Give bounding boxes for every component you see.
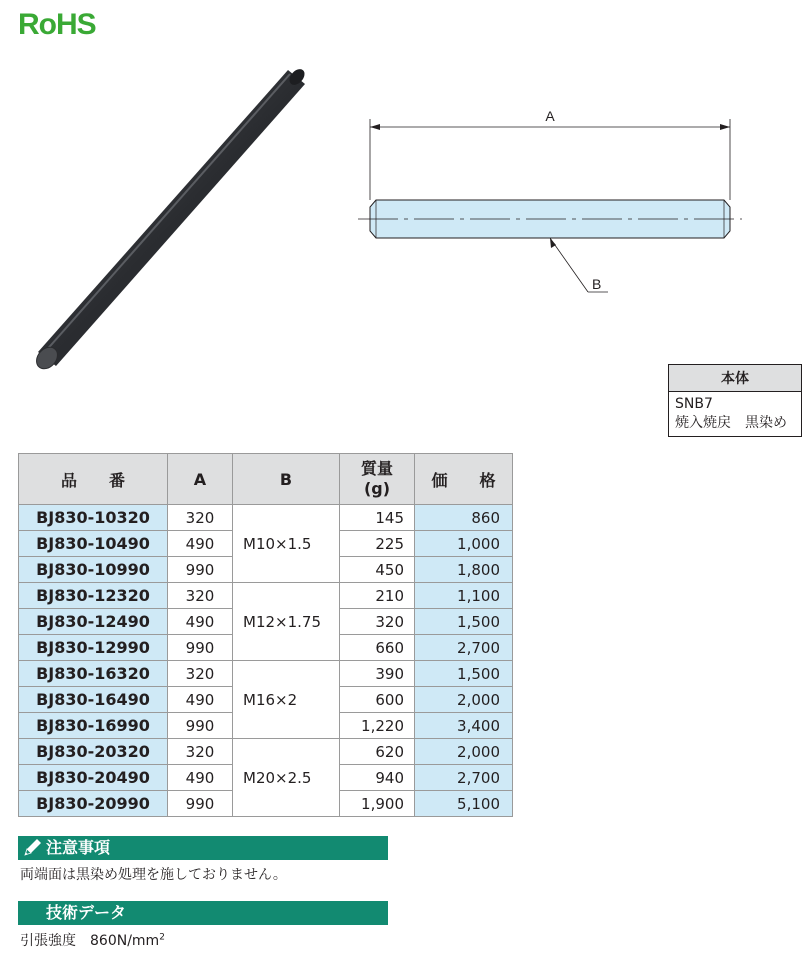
dim-b: M10×1.5 <box>233 505 340 583</box>
part-number: BJ830-12990 <box>19 635 168 661</box>
part-number: BJ830-10490 <box>19 531 168 557</box>
dim-a: 320 <box>168 739 233 765</box>
table-row <box>19 583 513 609</box>
part-number: BJ830-20990 <box>19 791 168 817</box>
dim-a: 990 <box>168 791 233 817</box>
dim-b: M16×2 <box>233 661 340 739</box>
price: 2,000 <box>415 687 513 713</box>
header-part-number: 品 番 <box>19 454 168 505</box>
weight: 660 <box>340 635 415 661</box>
dimension-drawing <box>350 105 750 305</box>
dim-a: 490 <box>168 687 233 713</box>
dim-a: 320 <box>168 505 233 531</box>
weight: 320 <box>340 609 415 635</box>
price: 5,100 <box>415 791 513 817</box>
weight: 145 <box>340 505 415 531</box>
weight: 450 <box>340 557 415 583</box>
table-row <box>19 661 513 687</box>
tensile-strength-value: 860N/mm <box>90 933 160 949</box>
weight: 1,220 <box>340 713 415 739</box>
rohs-logo: RoHS <box>18 8 96 41</box>
header-b: B <box>233 454 340 505</box>
price: 860 <box>415 505 513 531</box>
weight: 620 <box>340 739 415 765</box>
dim-a: 490 <box>168 531 233 557</box>
table-row <box>19 505 513 531</box>
dim-a: 490 <box>168 609 233 635</box>
rod-photo <box>20 60 320 380</box>
price: 1,100 <box>415 583 513 609</box>
weight: 1,900 <box>340 791 415 817</box>
dimension-label-a: A <box>545 108 555 124</box>
dimension-label-b: B <box>592 276 602 292</box>
tensile-strength-label: 引張強度 <box>20 933 76 949</box>
part-number: BJ830-20490 <box>19 765 168 791</box>
material-grade: SNB7 <box>675 396 713 412</box>
caution-title: 注意事項 <box>46 838 111 857</box>
material-header: 本体 <box>669 365 801 392</box>
caution-text: 両端面は黒染め処理を施しておりません。 <box>20 867 287 883</box>
price: 3,400 <box>415 713 513 739</box>
tech-data-header <box>18 901 388 925</box>
dim-a: 990 <box>168 713 233 739</box>
part-number: BJ830-10990 <box>19 557 168 583</box>
part-number: BJ830-16990 <box>19 713 168 739</box>
dim-a: 320 <box>168 661 233 687</box>
weight: 600 <box>340 687 415 713</box>
weight: 940 <box>340 765 415 791</box>
tech-data-title: 技術データ <box>46 903 127 922</box>
weight: 390 <box>340 661 415 687</box>
weight: 210 <box>340 583 415 609</box>
part-number: BJ830-16320 <box>19 661 168 687</box>
part-number: BJ830-16490 <box>19 687 168 713</box>
header-weight: 質量 (g) <box>340 454 415 505</box>
price: 2,700 <box>415 765 513 791</box>
material-treatment: 焼入焼戻 黒染め <box>675 415 787 431</box>
price: 1,500 <box>415 661 513 687</box>
leader-line-b <box>550 238 588 292</box>
spec-table <box>18 453 513 817</box>
dim-b: M12×1.75 <box>233 583 340 661</box>
price: 2,700 <box>415 635 513 661</box>
part-number: BJ830-12320 <box>19 583 168 609</box>
price: 2,000 <box>415 739 513 765</box>
weight: 225 <box>340 531 415 557</box>
price: 1,800 <box>415 557 513 583</box>
part-number: BJ830-12490 <box>19 609 168 635</box>
material-box <box>668 364 802 437</box>
header-price: 価 格 <box>415 454 513 505</box>
pencil-icon <box>18 836 46 860</box>
price: 1,500 <box>415 609 513 635</box>
part-number: BJ830-10320 <box>19 505 168 531</box>
dim-b: M20×2.5 <box>233 739 340 817</box>
dim-a: 990 <box>168 557 233 583</box>
table-row <box>19 739 513 765</box>
caution-header <box>18 836 388 860</box>
header-a: A <box>168 454 233 505</box>
part-number: BJ830-20320 <box>19 739 168 765</box>
tech-data-text <box>20 930 165 950</box>
dim-a: 320 <box>168 583 233 609</box>
dim-a: 990 <box>168 635 233 661</box>
dim-a: 490 <box>168 765 233 791</box>
price: 1,000 <box>415 531 513 557</box>
tensile-strength-unit-exponent: 2 <box>159 932 165 943</box>
